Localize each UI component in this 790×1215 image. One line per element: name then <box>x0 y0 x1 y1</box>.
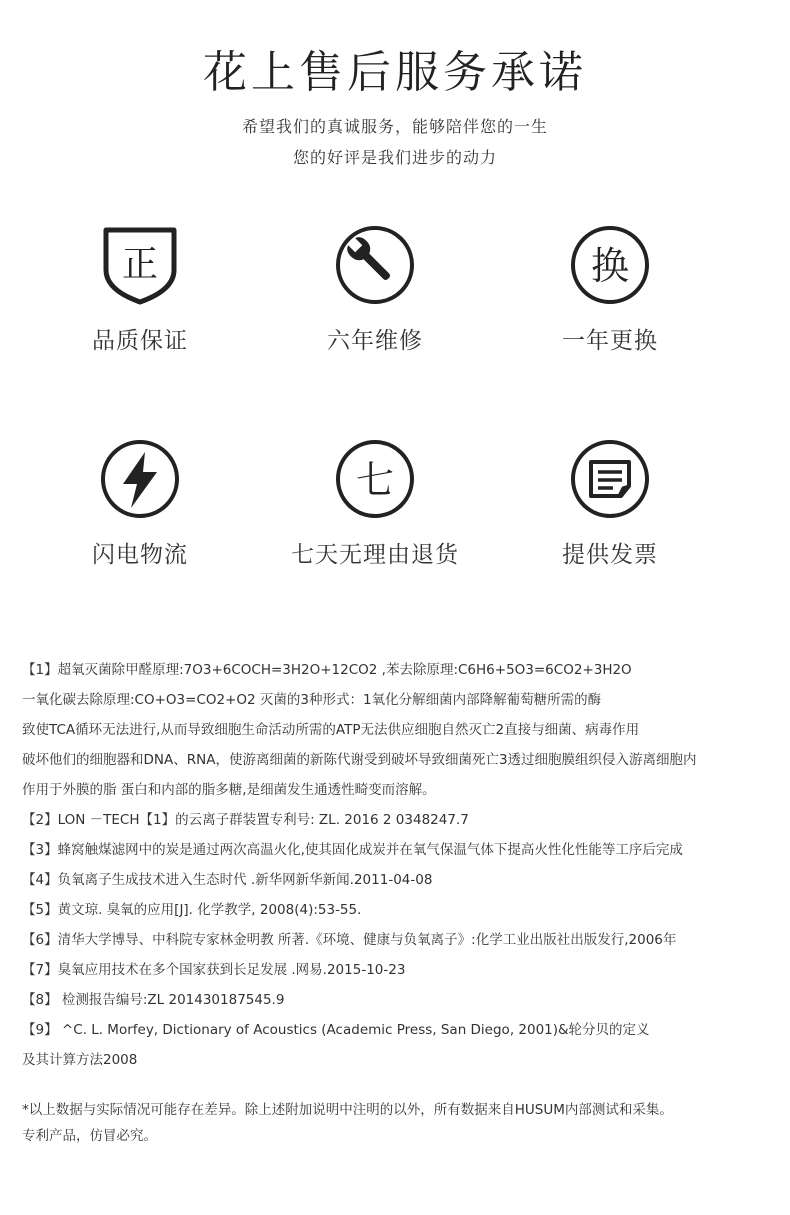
service-return <box>265 438 485 569</box>
shield-icon <box>100 224 180 306</box>
service-invoice <box>500 438 720 569</box>
reference-line: 【5】黄文琼. 臭氧的应用[J]. 化学教学, 2008(4):53-55. <box>22 902 362 918</box>
service-exchange <box>500 224 720 355</box>
seven-icon-text: 七 <box>355 458 395 502</box>
reference-line: 【9】 ^C. L. Morfey, Dictionary of Acoustics (Academic Press, San Diego, 2001)&轮分贝的定义 <box>22 1022 650 1038</box>
page-title: 花上售后服务承诺 <box>203 47 587 98</box>
reference-line: 破坏他们的细胞器和DNA、RNA，使游离细菌的新陈代谢受到破坏导致细菌死亡3透过细胞膜组织侵入游离细胞内 <box>22 752 697 768</box>
lightning-icon <box>99 438 181 520</box>
reference-line: 【2】LON －TECH【1】的云离子群装置专利号: ZL. 2016 2 0348247.7 <box>22 812 469 828</box>
reference-line: 作用于外膜的脂 蛋白和内部的脂多糖,是细菌发生通透性畸变而溶解。 <box>22 782 436 798</box>
invoice-icon <box>569 438 651 520</box>
disclaimer-footnote <box>22 1097 782 1149</box>
subtitle-line-1: 希望我们的真诚服务，能够陪伴您的一生 <box>241 117 548 136</box>
service-logistics <box>30 438 250 569</box>
shield-icon-text: 正 <box>121 244 159 285</box>
footnote-line-1: *以上数据与实际情况可能存在差异。除上述附加说明中注明的以外，所有数据来自HUSUM内部测试和采集。 <box>22 1102 673 1118</box>
reference-line: 【8】 检测报告编号:ZL 201430187545.9 <box>22 992 285 1008</box>
footnote-line-2: 专利产品，仿冒必究。 <box>22 1128 157 1144</box>
reference-line: 【7】臭氧应用技术在多个国家获到长足发展 .网易.2015-10-23 <box>22 962 406 978</box>
service-quality <box>30 224 250 355</box>
reference-line: 【1】超氧灭菌除甲醛原理:7O3+6COCH=3H2O+12CO2 ,苯去除原理:C6H6+5O3=6CO2+3H2O <box>22 662 632 678</box>
reference-line: 【4】负氧离子生成技术进入生态时代 .新华网新华新闻.2011-04-08 <box>22 872 433 888</box>
references-list <box>22 655 782 1075</box>
exchange-icon <box>569 224 651 306</box>
wrench-icon <box>334 224 416 306</box>
service-label: 一年更换 <box>562 328 658 354</box>
service-label: 品质保证 <box>92 328 188 354</box>
reference-line: 致使TCA循环无法进行,从而导致细胞生命活动所需的ATP无法供应细胞自然灭亡2直接与细菌、病毒作用 <box>22 722 640 738</box>
service-repair <box>265 224 485 355</box>
reference-line: 及其计算方法2008 <box>22 1052 138 1068</box>
service-label: 七天无理由退货 <box>291 542 459 568</box>
service-label: 提供发票 <box>562 542 658 568</box>
reference-line: 【6】清华大学博导、中科院专家林金明教 所著.《环境、健康与负氧离子》:化学工业出版社出版发行,2006年 <box>22 932 677 948</box>
service-label: 闪电物流 <box>92 542 188 568</box>
subtitle-line-2: 您的好评是我们进步的动力 <box>292 148 497 167</box>
reference-line: 一氧化碳去除原理:CO+O3=CO2+O2 灭菌的3种形式：1氧化分解细菌内部降解葡萄糖所需的酶 <box>22 692 602 708</box>
seven-icon <box>334 438 416 520</box>
service-label: 六年维修 <box>327 328 423 354</box>
reference-line: 【3】蜂窝触煤滤网中的炭是通过两次高温火化,使其固化成炭并在氧气保温气体下提高火性化性能等工序后完成 <box>22 842 683 858</box>
exchange-icon-text: 换 <box>590 244 630 288</box>
